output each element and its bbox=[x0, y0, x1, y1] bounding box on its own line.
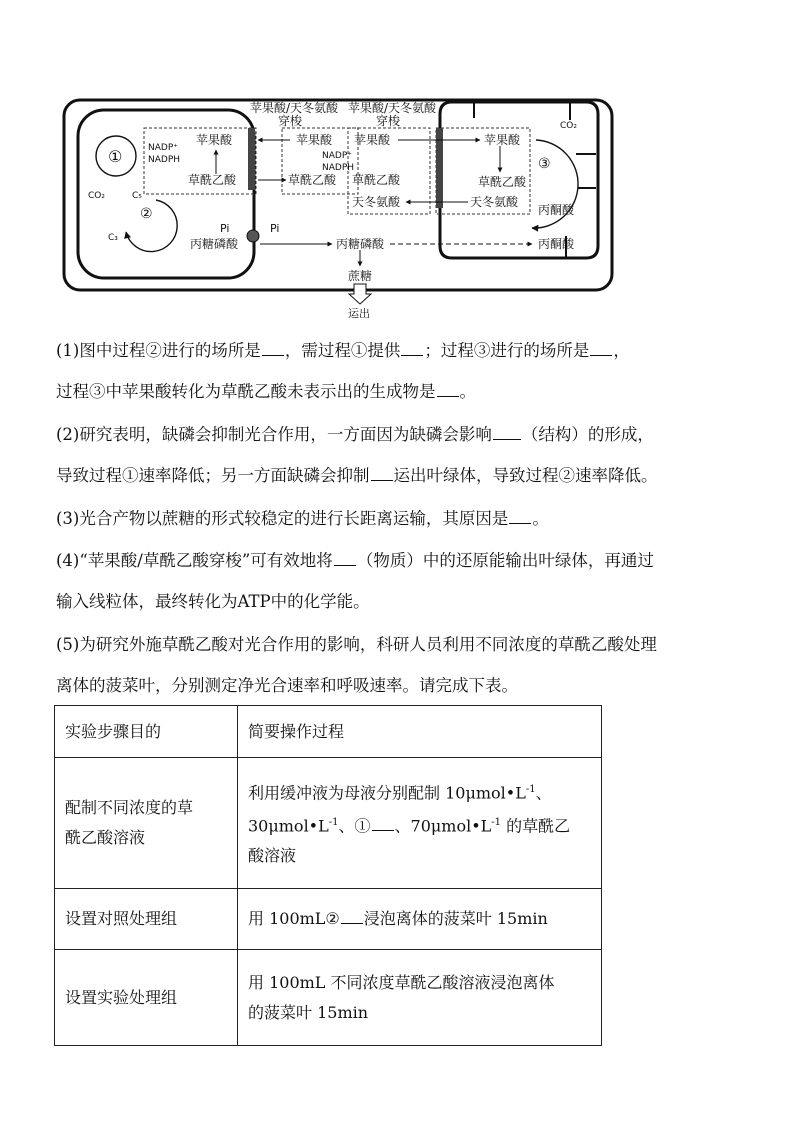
row1-proc-l1b: 、 bbox=[535, 783, 552, 802]
unit-exponent: -1 bbox=[328, 817, 339, 828]
process-2-label: ② bbox=[140, 206, 153, 222]
row1-proc-l2b: 、① bbox=[338, 816, 371, 836]
row2-proc-a: 用 100mL② bbox=[248, 909, 340, 928]
row1-purpose-line2: 酰乙酸溶液 bbox=[65, 828, 146, 847]
malic-acid-mito: 苹果酸 bbox=[484, 133, 521, 147]
pi-right: Pi bbox=[270, 222, 280, 235]
question-3 bbox=[56, 508, 549, 530]
pyruvate-mito: 丙酮酸 bbox=[538, 203, 575, 217]
row1-proc-l1a: 利用缓冲液为母液分别配制 10μmol•L bbox=[248, 783, 526, 802]
q2-line1-a: (2)研究表明，缺磷会抑制光合作用，一方面因为缺磷会影响 bbox=[56, 425, 492, 444]
q3-text-b: 。 bbox=[532, 509, 549, 528]
process-1-label: ① bbox=[108, 147, 123, 166]
header-purpose: 实验步骤目的 bbox=[55, 706, 238, 758]
malic-acid-chloro: 苹果酸 bbox=[196, 133, 233, 147]
row1-purpose-line1: 配制不同浓度的草 bbox=[65, 798, 194, 817]
process-3-label: ③ bbox=[538, 156, 551, 172]
row1-purpose bbox=[55, 758, 238, 889]
q3-text-a: (3)光合产物以蔗糖的形式较稳定的进行长距离运输，其原因是 bbox=[56, 509, 509, 528]
pi-transporter bbox=[247, 230, 259, 242]
question-1-line-2 bbox=[56, 381, 476, 403]
aspartate-mito: 天冬氨酸 bbox=[470, 195, 519, 209]
aspartate-cyto2: 天冬氨酸 bbox=[352, 195, 401, 209]
q5-line2: 离体的菠菜叶，分别测定净光合速率和呼吸速率。请完成下表。 bbox=[56, 676, 518, 695]
nadp-label: NADP⁺ bbox=[148, 143, 178, 153]
question-4-line-1 bbox=[56, 550, 654, 572]
q1-text-b: ，需过程①提供 bbox=[284, 341, 401, 360]
q5-line1: (5)为研究外施草酰乙酸对光合作用的影响，科研人员利用不同浓度的草酰乙酸处理 bbox=[56, 635, 657, 654]
row1-proc-l2a: 30μmol•L bbox=[248, 816, 329, 836]
shuttle1-label-2: 穿梭 bbox=[278, 114, 303, 128]
experiment-table bbox=[54, 705, 602, 1046]
row1-proc-line3: 酸溶液 bbox=[248, 846, 297, 866]
q2-line2-b: 运出叶绿体，导致过程②速率降低。 bbox=[393, 466, 658, 485]
question-5-line-1 bbox=[56, 634, 657, 656]
malic-acid-cytosol: 苹果酸 bbox=[296, 133, 333, 147]
question-5-line-2 bbox=[56, 675, 518, 697]
q1-line2-b: 。 bbox=[459, 382, 476, 401]
answer-blank[interactable] bbox=[372, 816, 394, 831]
q4-line1-a: (4)“苹果酸/草酰乙酸穿梭”可有效地将 bbox=[56, 551, 333, 570]
row3-proc-line2: 的菠菜叶 15min bbox=[248, 1002, 369, 1022]
shuttle2-label-1: 苹果酸/天冬氨酸 bbox=[348, 101, 437, 115]
row2-proc-b: 浸泡离体的菠菜叶 15min bbox=[363, 909, 548, 928]
question-1-line-1 bbox=[56, 340, 630, 362]
answer-blank[interactable] bbox=[341, 909, 363, 924]
header-procedure: 简要操作过程 bbox=[238, 706, 602, 758]
sucrose-label: 蔗糖 bbox=[348, 269, 373, 283]
row2-purpose: 设置对照处理组 bbox=[55, 889, 238, 950]
oxaloacetate-cyto2: 草酰乙酸 bbox=[352, 173, 401, 187]
q1-text-d: ， bbox=[613, 341, 630, 360]
co2-chloro: CO₂ bbox=[88, 191, 105, 201]
oxaloacetate-cytosol: 草酰乙酸 bbox=[288, 173, 337, 187]
answer-blank[interactable] bbox=[371, 466, 393, 481]
oxaloacetate-mito: 草酰乙酸 bbox=[478, 175, 527, 189]
c3-label: C₃ bbox=[108, 233, 118, 243]
question-2-line-1 bbox=[56, 424, 654, 446]
q2-line1-b: （结构）的形成， bbox=[521, 425, 654, 444]
c5-label: C₅ bbox=[132, 191, 142, 201]
row3-proc-line1: 用 100mL 不同浓度草酰乙酸溶液浸泡离体 bbox=[248, 972, 555, 992]
nadph-label-2: NADPH bbox=[322, 163, 355, 173]
q1-line2-a: 过程③中苹果酸转化为草酰乙酸未表示出的生成物是 bbox=[56, 382, 436, 401]
q4-line2: 输入线粒体，最终转化为ATP中的化学能。 bbox=[56, 592, 370, 611]
row1-proc-l2d: 的草酰乙 bbox=[501, 816, 571, 836]
q2-line2-a: 导致过程①速率降低；另一方面缺磷会抑制 bbox=[56, 466, 370, 485]
answer-blank[interactable] bbox=[493, 425, 521, 440]
q1-text-a: (1)图中过程②进行的场所是 bbox=[56, 341, 261, 360]
oxaloacetate-chloro: 草酰乙酸 bbox=[188, 173, 237, 187]
answer-blank[interactable] bbox=[590, 341, 612, 356]
co2-mito: CO₂ bbox=[560, 121, 577, 131]
triose-p-chloro: 丙糖磷酸 bbox=[190, 237, 239, 251]
table-row bbox=[55, 758, 602, 889]
export-label: 运出 bbox=[348, 307, 370, 320]
shuttle-transporter-1 bbox=[248, 128, 255, 190]
unit-exponent: -1 bbox=[491, 817, 502, 828]
question-2-line-2 bbox=[56, 465, 658, 487]
nadph-label: NADPH bbox=[148, 155, 181, 165]
table-row bbox=[55, 950, 602, 1046]
row1-procedure bbox=[238, 758, 602, 889]
answer-blank[interactable] bbox=[334, 551, 356, 566]
export-arrow bbox=[349, 284, 371, 304]
answer-blank[interactable] bbox=[509, 509, 531, 524]
pi-left: Pi bbox=[220, 222, 230, 235]
nadp-label-2: NADP⁺ bbox=[322, 151, 352, 161]
answer-blank[interactable] bbox=[401, 341, 423, 356]
row2-procedure bbox=[238, 889, 602, 950]
q4-line1-b: （物质）中的还原能输出叶绿体，再通过 bbox=[356, 551, 654, 570]
row1-proc-l2c: 、70μmol•L bbox=[394, 816, 492, 836]
q1-text-c: ；过程③进行的场所是 bbox=[424, 341, 590, 360]
table-header-row bbox=[55, 706, 602, 758]
shuttle1-label-1: 苹果酸/天冬氨酸 bbox=[250, 101, 339, 115]
answer-blank[interactable] bbox=[437, 382, 459, 397]
cell-pathway-diagram bbox=[60, 88, 620, 320]
table-row bbox=[55, 889, 602, 950]
row1-proc-line2 bbox=[248, 808, 591, 841]
row3-purpose: 设置实验处理组 bbox=[55, 950, 238, 1046]
pyruvate-cytosol: 丙酮酸 bbox=[538, 237, 575, 251]
question-4-line-2 bbox=[56, 591, 370, 613]
triose-p-cytosol: 丙糖磷酸 bbox=[336, 237, 385, 251]
row1-proc-line1 bbox=[248, 775, 591, 808]
malic-acid-cyto2: 苹果酸 bbox=[354, 133, 391, 147]
row3-procedure bbox=[238, 950, 602, 1046]
shuttle2-label-2: 穿梭 bbox=[376, 114, 401, 128]
unit-exponent: -1 bbox=[525, 783, 536, 795]
answer-blank[interactable] bbox=[262, 341, 284, 356]
